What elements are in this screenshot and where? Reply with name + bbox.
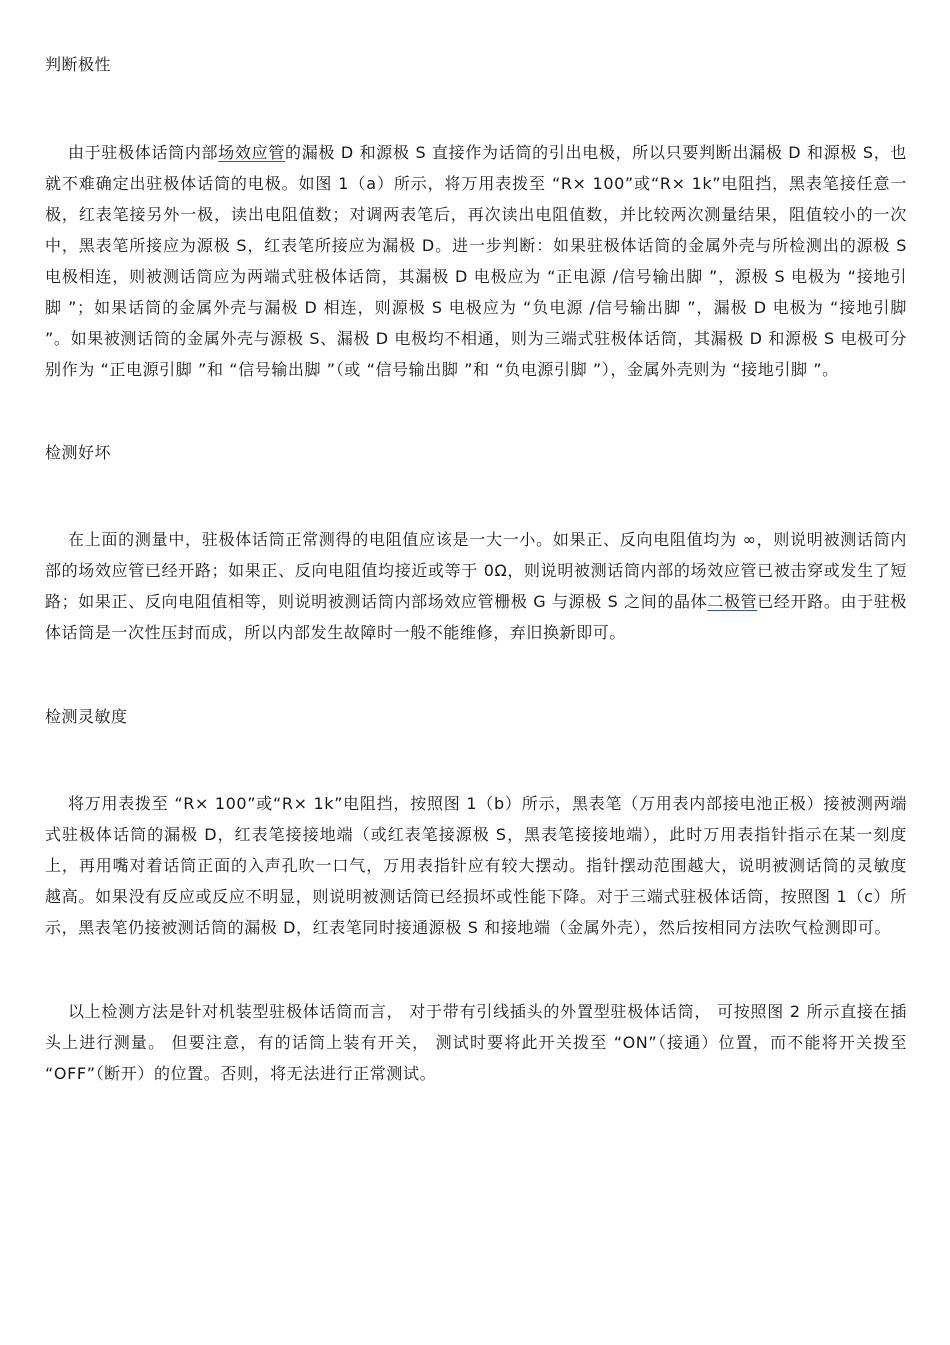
paragraph-text: 的漏极 D 和源极 S 直接作为话筒的引出电极，所以只要判断出漏极 D 和源极 S，也就不难确定出驻极体话筒的电极。如图 1（a）所示，将万用表拨至 “R× 100”或“R× 1k”电阻挡，黑表笔接任意一极，红表笔接另外一极，读出电阻值数；对调两表笔后，再次读出电阻值数，并比较两次测量结果，阻值较小的一次中，黑表笔所接应为源极 S，红表笔所接应为漏极 D。进一步判断：如果驻极体话筒的金属外壳与所检测出的源极 S 电极相连，则被测话筒应为两端式驻极体话筒，其漏极 D 电极应为 “正电源 /信号输出脚 ”，源极 S 电极为 “接地引脚 ”；如果话筒的金属外壳与漏极 D 相连，则源极 S 电极应为 “负电源 /信号输出脚 ”，漏极 D 电极为 “接地引脚 ”。如果被测话筒的金属外壳与源极 S、漏极 D 电极均不相通，则为三端式驻极体话筒，其漏极 D 和源极 S 电极可分别作为 “正电源引脚 ”和 “信号输出脚 ”（或 “信号输出脚 ”和 “负电源引脚 ”），金属外壳则为 “接地引脚 ”。 — [45, 143, 908, 379]
link-field-effect-transistor[interactable]: 场效应管 — [218, 143, 286, 162]
paragraph-sensitivity — [45, 788, 907, 943]
paragraph-closing: 以上检测方法是针对机装型驻极体话筒而言， 对于带有引线插头的外置型驻极体话筒， 可按照图 2 所示直接在插头上进行测量。 但要注意，有的话筒上装有开关， 测试时要将此开关拨至 “ON”（接通）位置，而不能将开关拨至 “OFF”（断开）的位置。否则，将无法进行正常测试。 — [45, 1002, 907, 1083]
paragraph-text: 将万用表拨至 “R× 100”或“R× 1k”电阻挡，按照图 1（b）所示，黑表笔（万用表内部接电池正极）接被测两端式驻极体话筒的漏极 D，红表笔接接地端（或红表笔接源极 S，黑表笔接接地端），此时万用表指针指示在某一刻度上，再用嘴对着话筒正面的入声孔吹一口气，万用表指针应有较大摆动。指针摆动范围越大，说明被测话筒的灵敏度越高。如果没有反应或反应不明显，则说明被测话筒已经损坏或性能下降。对于三端式驻极体话筒，按照图 1（c）所示，黑表笔仍接被测话筒的漏极 D，红表笔同时接通源极 S 和接地端（金属外壳），然后按相同方法吹气检测即可。 — [45, 794, 907, 937]
paragraph-polarity — [45, 137, 907, 385]
paragraph-quality — [45, 524, 907, 648]
paragraph-text: 已经开路。由于驻极体话筒是一次性压封而成，所以内部发生故障时一般不能维修，弃旧换新即可。 — [45, 592, 907, 642]
paragraph-text: 由于驻极体话筒内部 — [68, 143, 219, 162]
section-heading-sensitivity: 检测灵敏度 — [45, 707, 128, 726]
section-heading-polarity: 判断极性 — [45, 55, 112, 74]
paragraph-text: 在上面的测量中，驻极体话筒正常测得的电阻值应该是一大一小。如果正、反向电阻值均为 ∞，则说明被测话筒内部的场效应管已经开路；如果正、反向电阻值均接近或等于 0Ω，则说明被测话筒内部的场效应管已被击穿或发生了短路；如果正、反向电阻值相等，则说明被测话筒内部场效应管栅极 G 与源极 S 之间的晶体 — [45, 530, 907, 611]
section-heading-quality: 检测好坏 — [45, 443, 112, 462]
link-diode[interactable]: 二极管 — [707, 592, 758, 611]
